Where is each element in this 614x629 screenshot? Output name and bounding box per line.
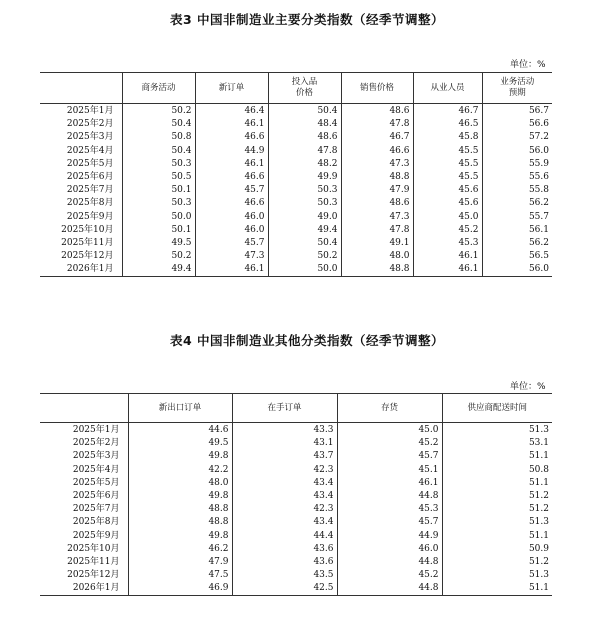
- table3-column-header: [482, 73, 552, 104]
- table3-column-header-text: 销售价格: [359, 82, 394, 93]
- table-row: [40, 118, 552, 131]
- table-cell-value: 45.2: [337, 437, 442, 450]
- table-cell-value: 46.9: [128, 582, 232, 596]
- table-cell-value: 45.6: [413, 197, 482, 210]
- table-cell-value: 56.6: [482, 118, 552, 131]
- table4-column-header: [128, 394, 232, 423]
- row-label-month: 2025年9月: [72, 530, 120, 541]
- table3-column-header: [413, 73, 482, 104]
- row-label-month: 2025年6月: [72, 491, 120, 502]
- table-cell-value: 43.4: [232, 516, 337, 529]
- table-cell-value: 55.6: [482, 171, 552, 184]
- table-row: [40, 171, 552, 184]
- table-row: [40, 263, 552, 277]
- table-row: [40, 582, 552, 596]
- table-cell-value: 51.1: [442, 582, 552, 596]
- table3-column-header-text: 价格: [295, 88, 313, 98]
- table-row: [40, 543, 552, 556]
- table-cell-value: 56.5: [482, 250, 552, 263]
- table-row: [40, 477, 552, 490]
- table-cell-value: 48.8: [128, 516, 232, 529]
- row-label-month: 2025年10月: [61, 224, 114, 235]
- table-cell-value: 50.3: [122, 158, 195, 171]
- table-cell-value: 43.1: [232, 437, 337, 450]
- table4-body: [40, 423, 552, 596]
- table-cell-value: 50.4: [122, 145, 195, 158]
- table-row: [40, 158, 552, 171]
- table-cell-value: 50.0: [122, 211, 195, 224]
- row-label-month: 2025年12月: [61, 251, 114, 262]
- table-row: [40, 104, 552, 119]
- table3-column-header-text: 商务活动: [141, 82, 176, 93]
- table-cell-value: 46.1: [413, 250, 482, 263]
- row-label-month: 2025年8月: [72, 517, 120, 528]
- table-cell-value: 46.0: [337, 543, 442, 556]
- table-cell-value: 48.8: [128, 503, 232, 516]
- row-label-month: 2025年1月: [72, 425, 120, 436]
- row-label-month: 2025年2月: [66, 119, 114, 130]
- table4-column-header-text: 在手订单: [267, 402, 302, 413]
- table4-corner-cell: [40, 394, 128, 423]
- table-cell-value: 55.9: [482, 158, 552, 171]
- table-cell-value: 42.3: [232, 464, 337, 477]
- table4-column-header-text: 供应商配送时间: [467, 402, 527, 413]
- table-cell-value: 47.8: [268, 145, 341, 158]
- row-label-month: 2025年2月: [72, 438, 120, 449]
- table-cell-value: 46.4: [195, 104, 268, 119]
- table-cell-value: 43.6: [232, 556, 337, 569]
- table-cell-value: 46.2: [128, 543, 232, 556]
- table-cell-value: 43.4: [232, 477, 337, 490]
- table-cell-value: 46.6: [195, 131, 268, 144]
- table-cell-value: 44.8: [337, 556, 442, 569]
- table-row: [40, 250, 552, 263]
- table-cell-value: 45.1: [337, 464, 442, 477]
- table-cell-value: 51.3: [442, 516, 552, 529]
- table-cell-value: 48.6: [341, 104, 413, 119]
- table4-column-header: [337, 394, 442, 423]
- table-cell-value: 45.0: [337, 423, 442, 438]
- table-cell-value: 45.6: [413, 184, 482, 197]
- table3-column-header-text: 预期: [508, 88, 526, 98]
- table-cell-value: 51.2: [442, 556, 552, 569]
- table-row: [40, 490, 552, 503]
- table-cell-value: 51.1: [442, 477, 552, 490]
- table-cell-value: 49.0: [268, 211, 341, 224]
- table-cell-value: 51.2: [442, 503, 552, 516]
- table-cell-value: 48.0: [341, 250, 413, 263]
- table-cell-value: 46.6: [341, 145, 413, 158]
- table-cell-value: 56.1: [482, 224, 552, 237]
- table-cell-value: 47.3: [195, 250, 268, 263]
- table-cell-value: 50.4: [122, 118, 195, 131]
- row-label-month: 2025年4月: [66, 145, 114, 156]
- table-cell-value: 50.3: [268, 197, 341, 210]
- table-row: [40, 569, 552, 582]
- table3-body: [40, 104, 552, 277]
- table-row: [40, 423, 552, 438]
- table-cell-value: 45.2: [413, 224, 482, 237]
- table-cell-value: 57.2: [482, 131, 552, 144]
- table-cell-value: 55.8: [482, 184, 552, 197]
- row-label-month: 2025年3月: [72, 451, 120, 462]
- table-cell-value: 51.3: [442, 423, 552, 438]
- table-cell-value: 47.5: [128, 569, 232, 582]
- table-cell-value: 45.5: [413, 145, 482, 158]
- row-label-month: 2025年3月: [66, 132, 114, 143]
- table-row: [40, 464, 552, 477]
- table-cell-value: 47.3: [341, 211, 413, 224]
- table-cell-value: 51.1: [442, 450, 552, 463]
- table-cell-value: 46.1: [195, 263, 268, 277]
- table-row: [40, 184, 552, 197]
- table-cell-value: 42.5: [232, 582, 337, 596]
- table-cell-value: 49.1: [341, 237, 413, 250]
- table-cell-value: 45.8: [413, 131, 482, 144]
- table-row: [40, 516, 552, 529]
- table-row: [40, 530, 552, 543]
- table-cell-value: 46.6: [195, 171, 268, 184]
- table-cell-value: 50.5: [122, 171, 195, 184]
- table-row: [40, 503, 552, 516]
- table-cell-value: 45.7: [195, 237, 268, 250]
- table-row: [40, 197, 552, 210]
- table-cell-value: 43.5: [232, 569, 337, 582]
- table-cell-value: 50.8: [442, 464, 552, 477]
- table-cell-value: 46.7: [341, 131, 413, 144]
- row-label-month: 2025年12月: [67, 570, 120, 581]
- table-row: [40, 437, 552, 450]
- table-cell-value: 50.4: [268, 104, 341, 119]
- table4-column-header: [442, 394, 552, 423]
- table3-column-header: [268, 73, 341, 104]
- table-cell-value: 50.9: [442, 543, 552, 556]
- table-cell-value: 51.2: [442, 490, 552, 503]
- table-cell-value: 47.8: [341, 118, 413, 131]
- table-cell-value: 43.4: [232, 490, 337, 503]
- row-label-month: 2025年5月: [72, 477, 120, 488]
- table3-column-header-text: 业务活动: [500, 77, 535, 87]
- table-row: [40, 145, 552, 158]
- table-cell-value: 55.7: [482, 211, 552, 224]
- table-cell-value: 51.3: [442, 569, 552, 582]
- row-label-month: 2025年6月: [66, 172, 114, 183]
- table-cell-value: 50.1: [122, 224, 195, 237]
- table-cell-value: 45.7: [337, 450, 442, 463]
- table3-unit-label: 单位：%: [510, 60, 546, 70]
- table4-unit-label: 单位：%: [510, 382, 546, 392]
- table-cell-value: 43.6: [232, 543, 337, 556]
- row-label-month: 2025年4月: [72, 464, 120, 475]
- table3-column-header-text: 投入品: [291, 77, 318, 87]
- table-cell-value: 45.5: [413, 171, 482, 184]
- table-cell-value: 48.8: [341, 171, 413, 184]
- table-cell-value: 46.5: [413, 118, 482, 131]
- table-cell-value: 44.9: [337, 530, 442, 543]
- table-cell-value: 47.8: [341, 224, 413, 237]
- table-cell-value: 50.1: [122, 184, 195, 197]
- table3-column-header-text: 从业人员: [430, 82, 465, 93]
- table-cell-value: 49.8: [128, 490, 232, 503]
- row-label-month: 2025年1月: [66, 106, 114, 117]
- row-label-month: 2025年11月: [61, 237, 114, 248]
- table-cell-value: 50.8: [122, 131, 195, 144]
- table-cell-value: 49.5: [122, 237, 195, 250]
- table-cell-value: 45.3: [337, 503, 442, 516]
- table-cell-value: 43.3: [232, 423, 337, 438]
- table-cell-value: 46.7: [413, 104, 482, 119]
- table-cell-value: 49.8: [128, 530, 232, 543]
- table-row: [40, 450, 552, 463]
- table-cell-value: 46.1: [195, 158, 268, 171]
- table-cell-value: 56.7: [482, 104, 552, 119]
- table3-column-header: [195, 73, 268, 104]
- table-cell-value: 44.8: [337, 490, 442, 503]
- table-cell-value: 46.0: [195, 224, 268, 237]
- table4-column-header-text: 新出口订单: [158, 402, 202, 413]
- table-cell-value: 45.0: [413, 211, 482, 224]
- table-cell-value: 50.4: [268, 237, 341, 250]
- table-cell-value: 50.2: [268, 250, 341, 263]
- table-row: [40, 556, 552, 569]
- table-cell-value: 42.3: [232, 503, 337, 516]
- table-row: [40, 211, 552, 224]
- table-cell-value: 56.0: [482, 263, 552, 277]
- table4-column-header-text: 存货: [380, 402, 398, 413]
- table-cell-value: 46.1: [337, 477, 442, 490]
- table3-column-header: [122, 73, 195, 104]
- table-cell-value: 47.9: [128, 556, 232, 569]
- table-row: [40, 224, 552, 237]
- table-cell-value: 50.3: [122, 197, 195, 210]
- row-label-month: 2026年1月: [72, 583, 120, 594]
- table-cell-value: 47.3: [341, 158, 413, 171]
- table-cell-value: 48.4: [268, 118, 341, 131]
- table-row: [40, 131, 552, 144]
- table-cell-value: 53.1: [442, 437, 552, 450]
- table-cell-value: 49.9: [268, 171, 341, 184]
- table-cell-value: 42.2: [128, 464, 232, 477]
- table3-column-header: [341, 73, 413, 104]
- table-row: [40, 237, 552, 250]
- table3-header-row: [40, 73, 552, 104]
- table-cell-value: 56.2: [482, 237, 552, 250]
- row-label-month: 2026年1月: [66, 264, 114, 275]
- table-cell-value: 44.9: [195, 145, 268, 158]
- table-cell-value: 49.5: [128, 437, 232, 450]
- table-cell-value: 45.2: [337, 569, 442, 582]
- table-cell-value: 50.3: [268, 184, 341, 197]
- table-cell-value: 45.3: [413, 237, 482, 250]
- table-cell-value: 44.4: [232, 530, 337, 543]
- row-label-month: 2025年9月: [66, 211, 114, 222]
- table-cell-value: 47.9: [341, 184, 413, 197]
- table4: [40, 393, 552, 596]
- table-cell-value: 45.5: [413, 158, 482, 171]
- table-cell-value: 56.2: [482, 197, 552, 210]
- table4-title: 表4 中国非制造业其他分类指数（经季节调整）: [169, 333, 445, 348]
- table3-corner-cell: [40, 73, 122, 104]
- table-cell-value: 51.1: [442, 530, 552, 543]
- table-cell-value: 46.1: [413, 263, 482, 277]
- table-cell-value: 46.6: [195, 197, 268, 210]
- table-cell-value: 48.2: [268, 158, 341, 171]
- table-cell-value: 44.8: [337, 582, 442, 596]
- row-label-month: 2025年11月: [67, 556, 120, 567]
- row-label-month: 2025年8月: [66, 198, 114, 209]
- table-cell-value: 50.2: [122, 250, 195, 263]
- table-cell-value: 46.0: [195, 211, 268, 224]
- table-cell-value: 49.8: [128, 450, 232, 463]
- table-cell-value: 49.4: [268, 224, 341, 237]
- row-label-month: 2025年7月: [72, 504, 120, 515]
- table3-column-header-text: 新订单: [218, 82, 245, 93]
- table-cell-value: 45.7: [195, 184, 268, 197]
- row-label-month: 2025年10月: [67, 543, 120, 554]
- table-cell-value: 48.6: [341, 197, 413, 210]
- table-cell-value: 48.0: [128, 477, 232, 490]
- table3-title: 表3 中国非制造业主要分类指数（经季节调整）: [169, 12, 445, 27]
- table4-header-row: [40, 394, 552, 423]
- table-cell-value: 48.8: [341, 263, 413, 277]
- row-label-month: 2025年7月: [66, 185, 114, 196]
- table-cell-value: 46.1: [195, 118, 268, 131]
- table-cell-value: 45.7: [337, 516, 442, 529]
- table-cell-value: 50.2: [122, 104, 195, 119]
- table3: [40, 72, 552, 277]
- table-cell-value: 56.0: [482, 145, 552, 158]
- table-cell-value: 43.7: [232, 450, 337, 463]
- table-cell-value: 49.4: [122, 263, 195, 277]
- table-cell-value: 44.6: [128, 423, 232, 438]
- table-cell-value: 48.6: [268, 131, 341, 144]
- table4-column-header: [232, 394, 337, 423]
- table-cell-value: 50.0: [268, 263, 341, 277]
- row-label-month: 2025年5月: [66, 158, 114, 169]
